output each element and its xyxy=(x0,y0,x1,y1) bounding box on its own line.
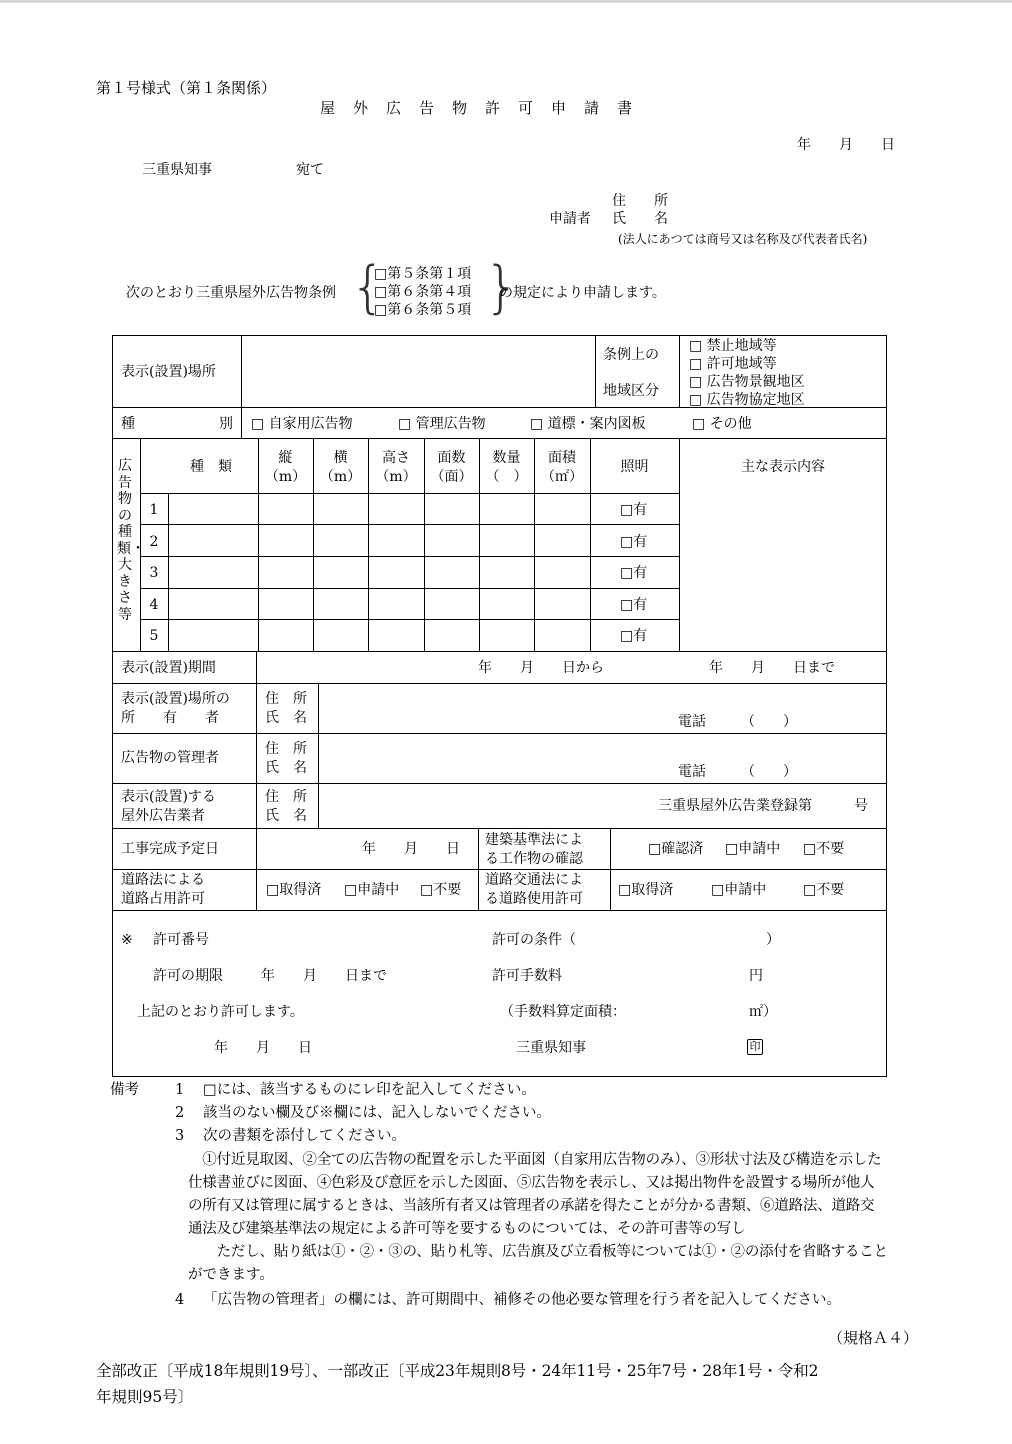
zone-label-1: 条例上の xyxy=(603,347,659,363)
fee-label: 許可手数料 xyxy=(492,968,562,984)
owner-address-label: 住 所 xyxy=(265,691,307,707)
permit-condition-label: 許可の条件（ xyxy=(492,932,576,948)
road-option[interactable]: □不要 xyxy=(420,882,462,898)
dealer-registration: 三重県屋外広告業登録第 号 xyxy=(658,798,868,814)
col-dim-top: 面数 xyxy=(437,450,466,466)
zone-option[interactable]: □ 禁止地域等 xyxy=(689,338,777,354)
article-3: □第６条第５項 xyxy=(374,302,472,318)
page-top-border xyxy=(0,0,1012,3)
note-paragraph-line: ただし、貼り紙は①・②・③の、貼り札等、広告旗及び立看板等については①・②の添付を省略すること xyxy=(188,1244,888,1260)
zone-option[interactable]: □ 許可地域等 xyxy=(689,356,777,372)
permit-term-date: 年 月 日まで xyxy=(261,968,387,984)
owner-label-1: 表示(設置)場所の xyxy=(121,691,230,707)
road-label-2: 道路占用許可 xyxy=(121,891,205,907)
note-paragraph-line: の所有又は管理に属するときは、当該所有者又は管理者の承諾を得たことが分かる書類、⑥道路法、道路交 xyxy=(188,1198,875,1214)
dealer-address-label: 住 所 xyxy=(265,789,307,805)
permit-condition-close: ） xyxy=(766,932,780,948)
period-from: 年 月 日から xyxy=(478,660,604,676)
left-brace: { xyxy=(350,255,386,320)
col-dim-unit: （m） xyxy=(264,469,307,485)
note-number: 3 xyxy=(175,1128,185,1144)
owner-phone: 電話 （ ） xyxy=(678,714,797,730)
row-number: 5 xyxy=(149,628,159,644)
fee-unit: 円 xyxy=(749,968,763,984)
dealer-label-1: 表示(設置)する xyxy=(121,789,216,805)
traffic-option[interactable]: □不要 xyxy=(803,882,845,898)
note-paragraph-line: ①付近見取図、②全ての広告物の配置を示した平面図（自家用広告物のみ）、③形状寸法及び構造を示した xyxy=(188,1152,882,1168)
manager-address-label: 住 所 xyxy=(265,741,307,757)
light-checkbox[interactable]: □有 xyxy=(620,565,648,581)
revision-line-2: 年規則95号〕 xyxy=(96,1388,194,1406)
zone-option[interactable]: □ 広告物景観地区 xyxy=(689,374,805,390)
road-option[interactable]: □申請中 xyxy=(344,882,400,898)
road-label-1: 道路法による xyxy=(121,872,205,888)
intro-prefix: 次のとおり三重県屋外広告物条例 xyxy=(126,285,336,301)
rule xyxy=(112,438,887,439)
kind-option[interactable]: □ 自家用広告物 xyxy=(251,416,353,432)
rule xyxy=(168,493,169,652)
zone-option[interactable]: □ 広告物協定地区 xyxy=(689,392,805,408)
col-dim-top: 縦 xyxy=(278,450,293,466)
light-checkbox[interactable]: □有 xyxy=(620,534,648,550)
governor: 三重県知事 xyxy=(516,1040,586,1056)
date-line: 年 月 日 xyxy=(797,137,895,153)
rule xyxy=(140,619,680,620)
kind-label-a: 種 xyxy=(121,416,135,432)
note-paragraph-line: 通法及び建築基準法の規定による許可等を要するものについては、その許可書等の写し xyxy=(188,1221,746,1237)
traffic-option[interactable]: □取得済 xyxy=(618,882,674,898)
col-dim-unit: （m） xyxy=(375,469,417,485)
road-option[interactable]: □取得済 xyxy=(266,882,322,898)
rule xyxy=(679,335,680,408)
col-dim-unit: （ ） xyxy=(485,469,528,485)
traffic-label-1: 道路交通法によ xyxy=(485,872,583,888)
note-number: 2 xyxy=(175,1105,185,1121)
rule xyxy=(610,828,611,911)
col-dim-top: 横 xyxy=(333,450,348,466)
row-number: 2 xyxy=(149,534,159,550)
corp-note: (法人にあつては商号又は名称及び代表者氏名) xyxy=(618,232,868,246)
rule xyxy=(112,783,887,784)
official-mark: ※ xyxy=(121,932,133,948)
col-dim-unit: （面） xyxy=(430,469,473,485)
paper-size: （規格Ａ４） xyxy=(828,1329,919,1347)
col-dim-unit: （㎡） xyxy=(541,469,583,485)
addressee: 三重県知事 xyxy=(142,162,212,178)
size-side-label: 広告物の種類・大きさ等 xyxy=(117,458,145,623)
note-text: 該当のない欄及び※欄には、記入しないでください。 xyxy=(203,1105,551,1121)
kind-option[interactable]: □ その他 xyxy=(692,416,752,432)
note-text: □には、該当するものにレ印を記入してください。 xyxy=(203,1082,536,1098)
location-label: 表示(設置)場所 xyxy=(121,364,216,380)
col-dim-top: 面積 xyxy=(548,450,576,466)
fee-area-unit: ㎡） xyxy=(749,1004,777,1020)
rule xyxy=(241,335,242,439)
rule xyxy=(595,335,596,408)
page-title: 屋外広告物許可申請書 xyxy=(320,99,651,117)
row-number: 1 xyxy=(149,502,159,518)
note-text: 「広告物の管理者」の欄には、許可期間中、補修その他必要な管理を行う者を記入してください。 xyxy=(203,1292,841,1308)
col-light: 照明 xyxy=(620,459,649,475)
rule xyxy=(112,683,887,684)
building-option[interactable]: □確認済 xyxy=(648,841,704,857)
light-checkbox[interactable]: □有 xyxy=(620,502,648,518)
rule xyxy=(140,524,680,525)
row-number: 3 xyxy=(149,565,159,581)
building-option[interactable]: □不要 xyxy=(803,841,845,857)
rule xyxy=(112,869,887,870)
right-brace: } xyxy=(484,255,520,320)
completion-label: 工事完成予定日 xyxy=(121,841,219,857)
issue-date: 年 月 日 xyxy=(214,1040,312,1056)
col-dim-top: 数量 xyxy=(492,450,521,466)
rule xyxy=(112,910,887,911)
permit-number-label: 許可番号 xyxy=(153,932,209,948)
kind-label-b: 別 xyxy=(219,416,233,432)
note-text: 次の書類を添付してください。 xyxy=(203,1128,406,1144)
rule xyxy=(112,651,887,652)
applicant-name-label: 氏 名 xyxy=(612,211,668,227)
row-number: 4 xyxy=(149,597,159,613)
light-checkbox[interactable]: □有 xyxy=(620,597,648,613)
owner-label-2: 所 有 者 xyxy=(121,710,219,726)
period-label: 表示(設置)期間 xyxy=(121,660,216,676)
period-to: 年 月 日まで xyxy=(709,660,835,676)
rule xyxy=(140,588,680,589)
rule xyxy=(318,683,319,829)
intro-suffix: の規定により申請します。 xyxy=(499,285,666,301)
building-label-1: 建築基準法によ xyxy=(485,832,583,848)
manager-phone: 電話 （ ） xyxy=(678,764,797,780)
traffic-label-2: る道路使用許可 xyxy=(485,891,583,907)
completion-date: 年 月 日 xyxy=(362,841,460,857)
note-paragraph-line: ができます。 xyxy=(188,1267,274,1283)
col-dim-unit: （m） xyxy=(319,469,362,485)
article-1: □第５条第１項 xyxy=(374,266,472,282)
rule xyxy=(256,651,257,911)
building-option[interactable]: □申請中 xyxy=(725,841,781,857)
dealer-label-2: 屋外広告業者 xyxy=(121,808,205,824)
revision-line-1: 全部改正〔平成18年規則19号〕、一部改正〔平成23年規則8号・24年11号・25年7号・28年1号・令和2 xyxy=(96,1362,819,1380)
note-paragraph-line: 仕様書並びに図面、④色彩及び意匠を示した図面、⑤広告物を表示し、又は掲出物件を設置する場所が他人 xyxy=(188,1175,875,1191)
approve-text: 上記のとおり許可します。 xyxy=(137,1004,304,1020)
note-number: 4 xyxy=(175,1292,185,1308)
note-number: 1 xyxy=(175,1082,185,1098)
addressee-suffix: 宛て xyxy=(296,162,324,178)
rule xyxy=(140,556,680,557)
rule xyxy=(112,733,887,734)
col-dim-top: 高さ xyxy=(382,450,410,466)
light-checkbox[interactable]: □有 xyxy=(620,628,648,644)
seal-mark: 印 xyxy=(747,1039,763,1055)
owner-name-label: 氏 名 xyxy=(265,710,307,726)
rule xyxy=(112,828,887,829)
building-label-2: る工作物の確認 xyxy=(485,851,583,867)
fee-area-label: （手数料算定面積： xyxy=(500,1004,626,1020)
form-number: 第１号様式（第１条関係） xyxy=(96,79,277,97)
col-type: 種 類 xyxy=(190,459,232,475)
dealer-name-label: 氏 名 xyxy=(265,808,307,824)
manager-label: 広告物の管理者 xyxy=(121,750,219,766)
rule xyxy=(140,493,680,494)
applicant-label: 申請者 xyxy=(549,211,591,227)
kind-option[interactable]: □ 管理広告物 xyxy=(398,416,486,432)
notes-label: 備考 xyxy=(110,1082,139,1098)
article-2: □第６条第４項 xyxy=(374,284,472,300)
applicant-address-label: 住 所 xyxy=(612,193,668,209)
col-content: 主な表示内容 xyxy=(741,459,825,475)
kind-option[interactable]: □ 道標・案内図板 xyxy=(530,416,646,432)
manager-name-label: 氏 名 xyxy=(265,760,307,776)
traffic-option[interactable]: □申請中 xyxy=(711,882,767,898)
permit-term-label: 許可の期限 xyxy=(153,968,223,984)
rule xyxy=(478,828,479,911)
zone-label-2: 地域区分 xyxy=(603,383,659,399)
